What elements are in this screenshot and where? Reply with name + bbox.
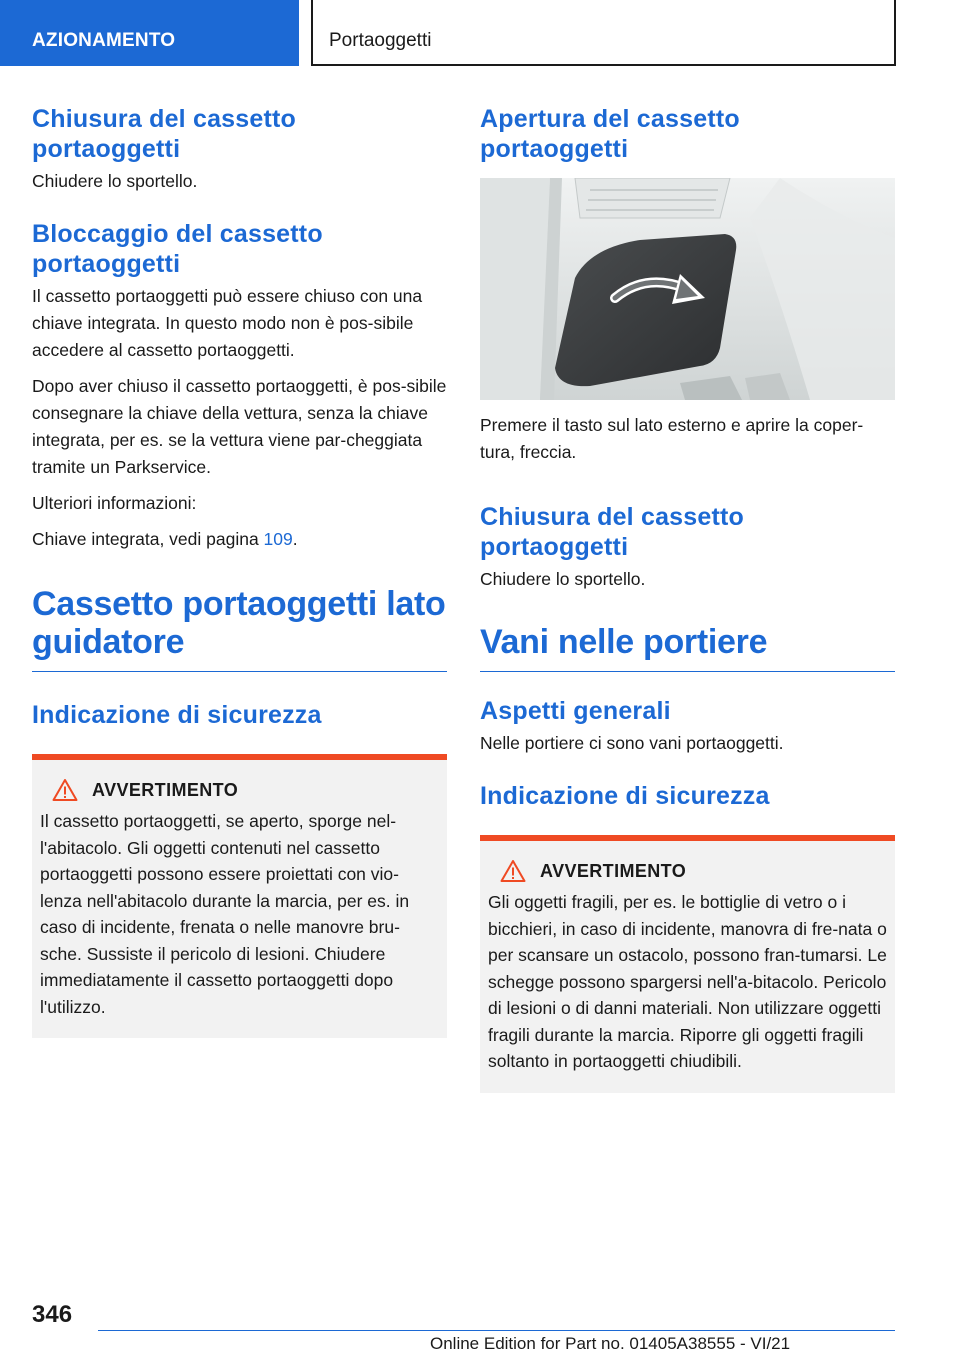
lock-paragraph-1: Il cassetto portaoggetti può essere chiuso con una chiave integrata. In questo modo non è pos-sibile accedere al cassetto portaoggetti.	[32, 286, 423, 360]
right-column	[480, 104, 895, 1093]
warning-box-left	[32, 754, 447, 1038]
left-column	[32, 104, 447, 1038]
edition-note: Online Edition for Part no. 01405A38555 - VI/21	[430, 1334, 791, 1353]
heading-open-glovebox: Apertura del cassetto portaoggetti	[480, 105, 740, 163]
page-number: 346	[32, 1301, 73, 1328]
close-instruction-right: Chiudere lo sportello.	[480, 569, 646, 589]
section-tab: AZIONAMENTO	[0, 0, 299, 66]
warning-box-right	[480, 835, 895, 1093]
heading-driver-glovebox: Cassetto portaoggetti lato guidatore	[32, 585, 447, 672]
key-reference	[32, 526, 447, 553]
key-page-link[interactable]: 109	[263, 529, 293, 549]
warning-triangle-icon	[40, 778, 84, 802]
close-instruction: Chiudere lo sportello.	[32, 171, 198, 191]
glovebox-illustration	[480, 178, 895, 400]
glovebox-photo	[480, 178, 895, 400]
warning-text-right: Gli oggetti fragili, per es. le bottiglie di vetro o i bicchieri, in caso di incidente, manovra di fre-nata o per scansare un ostacolo, possono fran-tumarsi. Le schegge possono spargersi nell'a-bitacolo. Pericolo di lesioni o di danni materiali. Non utilizzare oggetti fragili durante la marcia. Riporre gli oggetti fragili soltanto in portaoggetti chiudibili.	[488, 892, 887, 1071]
lock-paragraph-2: Dopo aver chiuso il cassetto portaoggetti, è pos-sibile consegnare la chiave della vettura, senza la chiave integrata, per es. se la vettura viene par-cheggiata tramite un Parkservice.	[32, 376, 447, 477]
heading-door-compartments: Vani nelle portiere	[480, 623, 895, 672]
heading-general: Aspetti generali	[480, 697, 671, 725]
warning-label-right: AVVERTIMENTO	[540, 860, 687, 881]
open-instruction: Premere il tasto sul lato esterno e aprire la coper-tura, freccia.	[480, 415, 864, 462]
warning-triangle-icon	[488, 859, 532, 883]
warning-header-left	[40, 778, 439, 802]
chapter-title: Portaoggetti	[311, 0, 896, 66]
general-text: Nelle portiere ci sono vani portaoggetti.	[480, 733, 784, 753]
warning-label-left: AVVERTIMENTO	[92, 779, 239, 800]
more-info-label: Ulteriori informazioni:	[32, 493, 197, 513]
key-reference-end: .	[292, 529, 298, 549]
key-reference-text: Chiave integrata, vedi pagina	[32, 529, 264, 549]
heading-lock-glovebox: Bloccaggio del cassetto portaoggetti	[32, 220, 323, 278]
heading-safety-left: Indicazione di sicurezza	[32, 701, 322, 729]
heading-safety-right: Indicazione di sicurezza	[480, 782, 770, 810]
heading-close-glovebox-right: Chiusura del cassetto portaoggetti	[480, 503, 745, 561]
heading-close-glovebox: Chiusura del cassetto portaoggetti	[32, 105, 297, 163]
footer-rule	[98, 1330, 895, 1331]
warning-text-left: Il cassetto portaoggetti, se aperto, sporge nel-l'abitacolo. Gli oggetti contenuti nel cassetto portaoggetti possono essere proiettati con vio-lenza nell'abitacolo durante la marcia, per es. in caso di incidente, frenata o nelle manovre bru-sche. Sussiste il pericolo di lesioni. Chiudere immediatamente il cassetto portaoggetti dopo l'utilizzo.	[40, 811, 410, 1017]
warning-header-right	[488, 859, 887, 883]
